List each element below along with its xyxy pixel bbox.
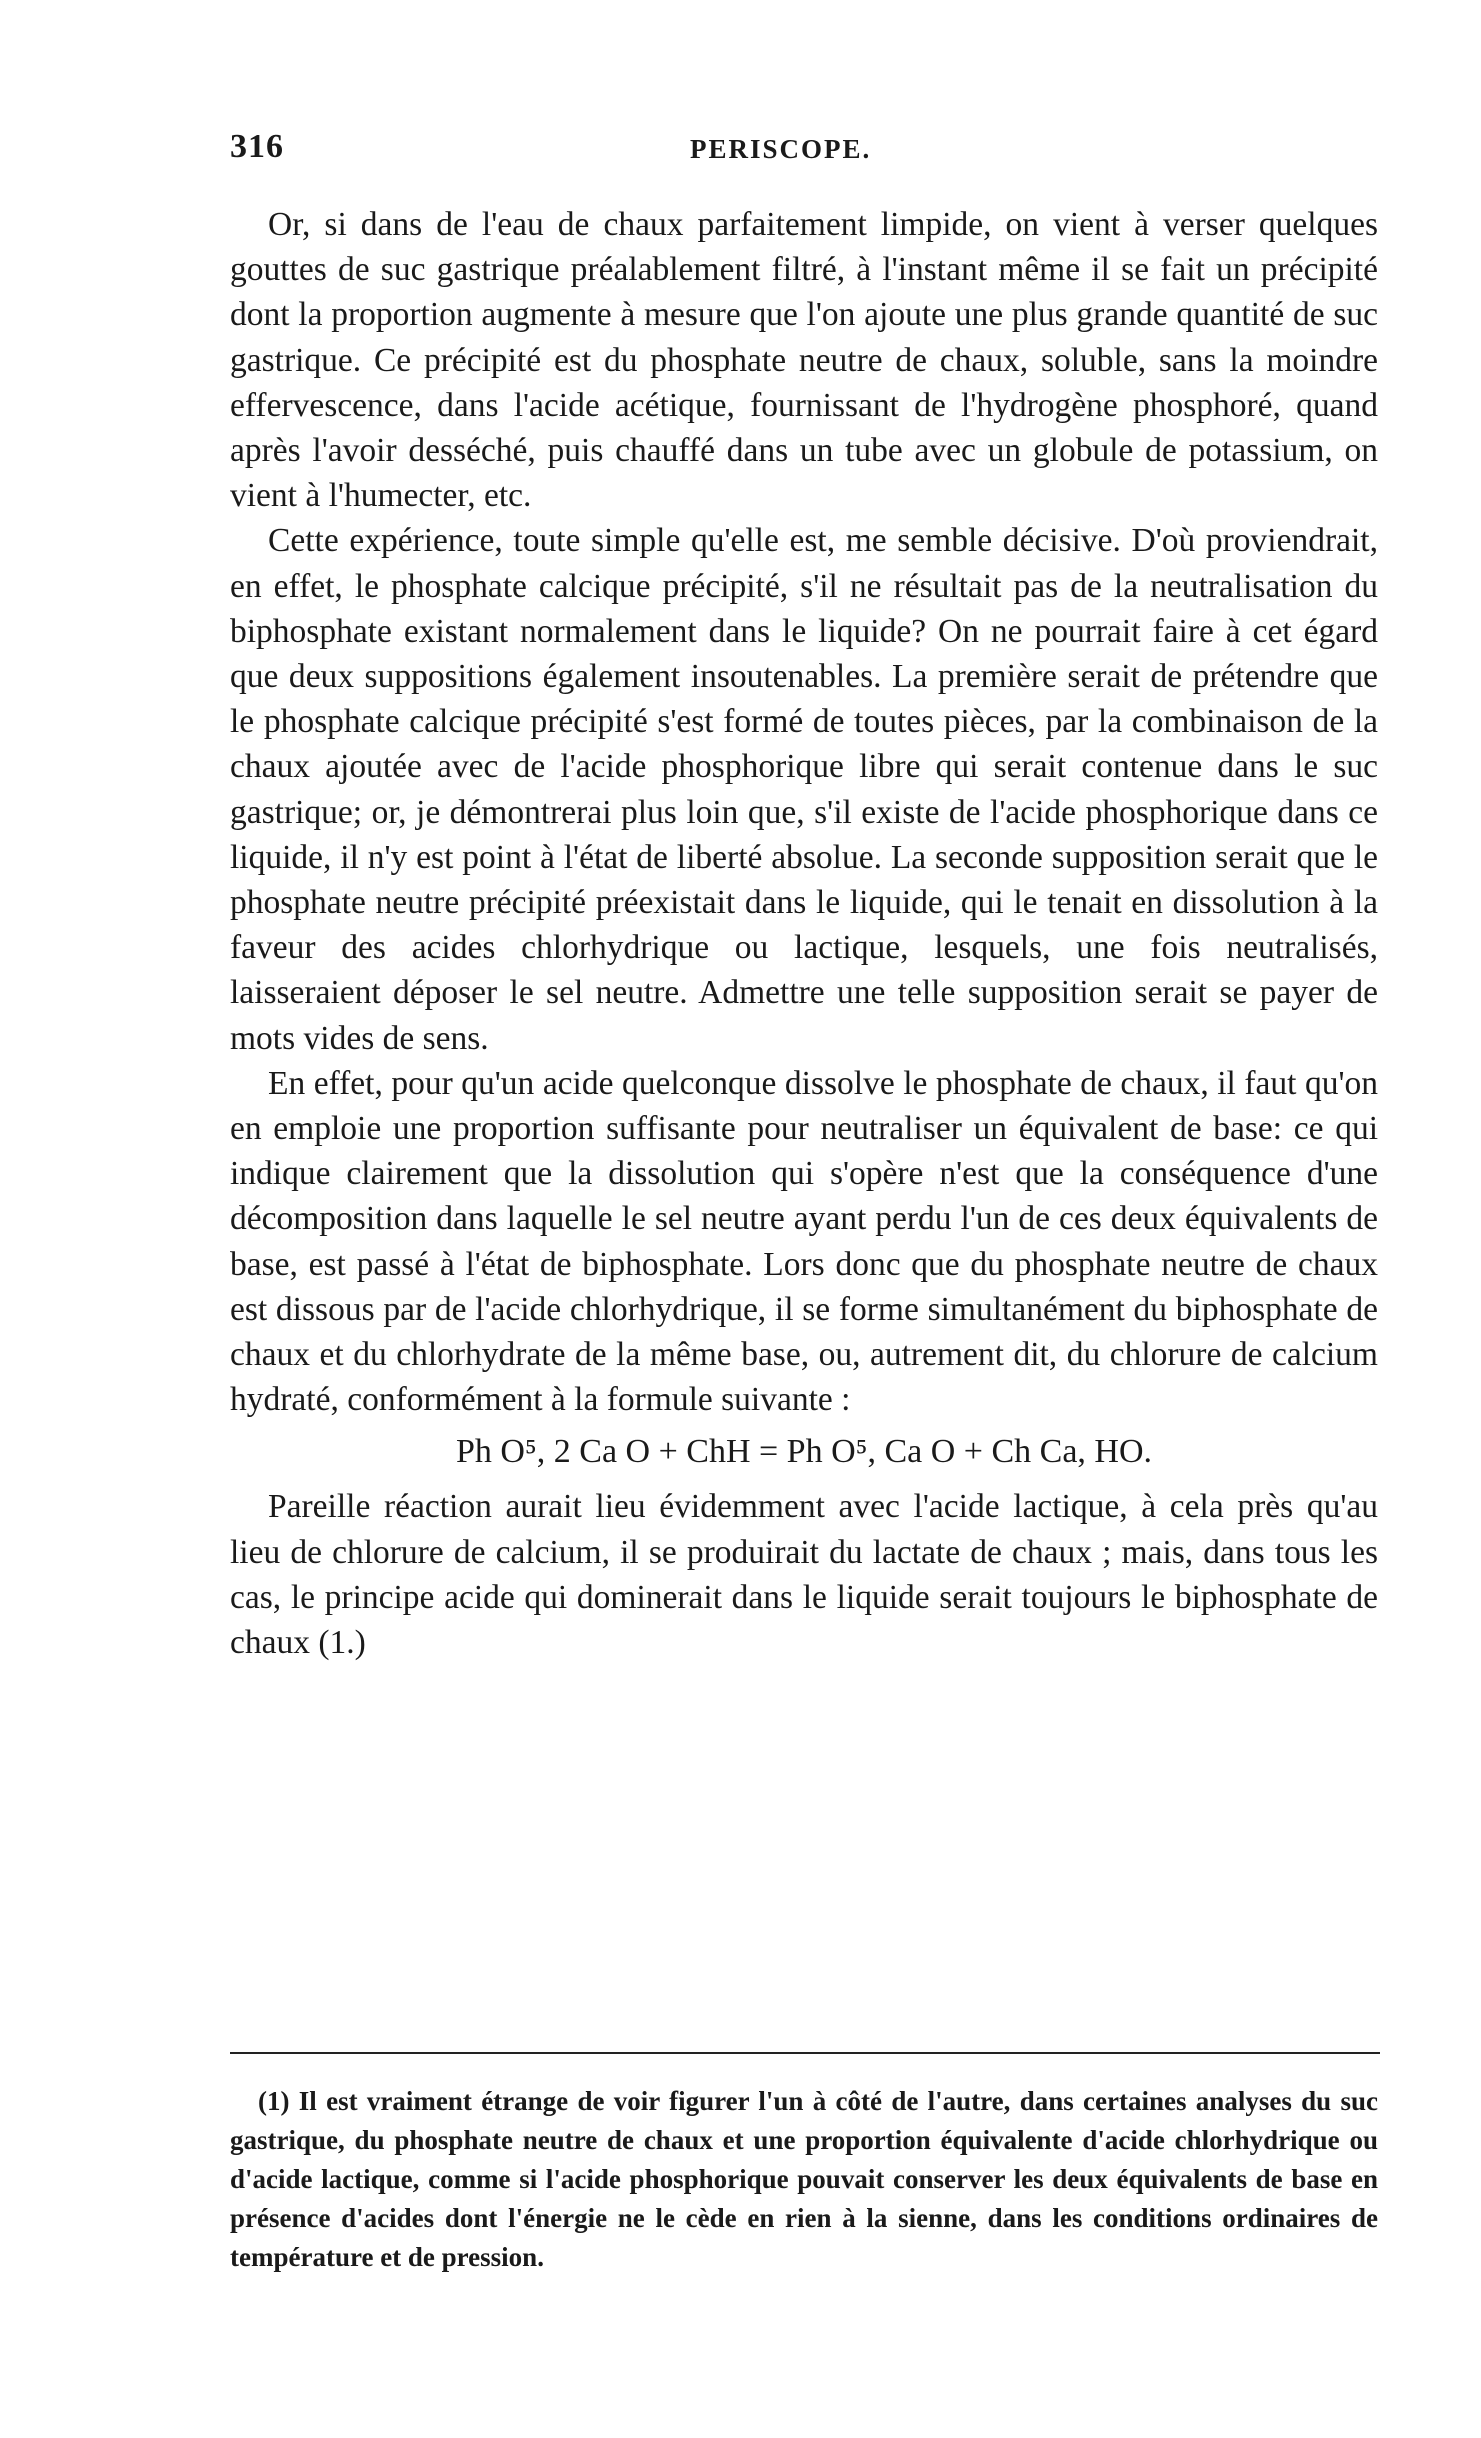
- chemical-formula: Ph O⁵, 2 Ca O + ChH = Ph O⁵, Ca O + Ch Ca, HO.: [455, 1433, 1153, 1471]
- footnote-rule: [230, 2052, 1380, 2054]
- page-header: [230, 128, 1360, 178]
- footnote-text: (1) Il est vraiment étrange de voir figurer l'un à côté de l'autre, dans certaines analyses du suc gastrique, du phosphate neutre de chaux et une proportion équivalente d'acide chlorhydrique ou d'acide lactique, comme si l'acide phosphorique pouvait conserver les deux équivalents de base en présence d'acides dont l'énergie ne le cède en rien à la sienne, dans les conditions ordinaires de température et de pression.: [230, 2086, 1378, 2272]
- body-text: [230, 202, 1378, 1665]
- paragraph-2: Cette expérience, toute simple qu'elle est, me semble décisive. D'où proviendrait, en effet, le phosphate calcique précipité, s'il ne résultait pas de la neutralisation du biphosphate existant normalement dans le liquide? On ne pourrait faire à cet égard que deux suppositions également insoutenables. La première serait de prétendre que le phosphate calcique précipité s'est formé de toutes pièces, par la combinaison de la chaux ajoutée avec de l'acide phosphorique libre qui serait contenue dans le suc gastrique; or, je démontrerai plus loin que, s'il existe de l'acide phosphorique dans ce liquide, il n'y est point à l'état de liberté absolue. La seconde supposition serait que le phosphate neutre précipité préexistait dans le liquide, qui le tenait en dissolution à la faveur des acides chlorhydrique ou lactique, lesquels, une fois neutralisés, laisseraient déposer le sel neutre. Admettre une telle supposition serait se payer de mots vides de sens.: [230, 522, 1378, 1057]
- paragraph-4: Pareille réaction aurait lieu évidemment avec l'acide lactique, à cela près qu'au lieu de chlorure de calcium, il se produirait du lactate de chaux ; mais, dans tous les cas, le principe acide qui dominerait dans le liquide serait toujours le biphosphate de chaux (1.): [230, 1488, 1378, 1662]
- paragraph-3: En effet, pour qu'un acide quelconque dissolve le phosphate de chaux, il faut qu'on en emploie une proportion suffisante pour neutraliser un équivalent de base: ce qui indique clairement que la dissolution qui s'opère n'est que la conséquence d'une décomposition dans laquelle le sel neutre ayant perdu l'un de ces deux équivalents de base, est passé à l'état de biphosphate. Lors donc que du phosphate neutre de chaux est dissous par de l'acide chlorhydrique, il se forme simultanément du biphosphate de chaux et du chlorhydrate de la même base, ou, autrement dit, du chlorure de calcium hydraté, conformément à la formule suivante :: [230, 1064, 1378, 1419]
- running-head: PERISCOPE.: [690, 134, 872, 164]
- footnote: [230, 2082, 1378, 2277]
- paragraph-1: Or, si dans de l'eau de chaux parfaitement limpide, on vient à verser quelques gouttes de suc gastrique préalablement filtré, à l'instant même il se fait un précipité dont la proportion augmente à mesure que l'on ajoute une plus grande quantité de suc gastrique. Ce précipité est du phosphate neutre de chaux, soluble, sans la moindre effervescence, dans l'acide acétique, fournissant de l'hydrogène phosphoré, quand après l'avoir desséché, puis chauffé dans un tube avec un globule de potassium, on vient à l'humecter, etc.: [230, 206, 1378, 515]
- page-number: 316: [230, 128, 284, 165]
